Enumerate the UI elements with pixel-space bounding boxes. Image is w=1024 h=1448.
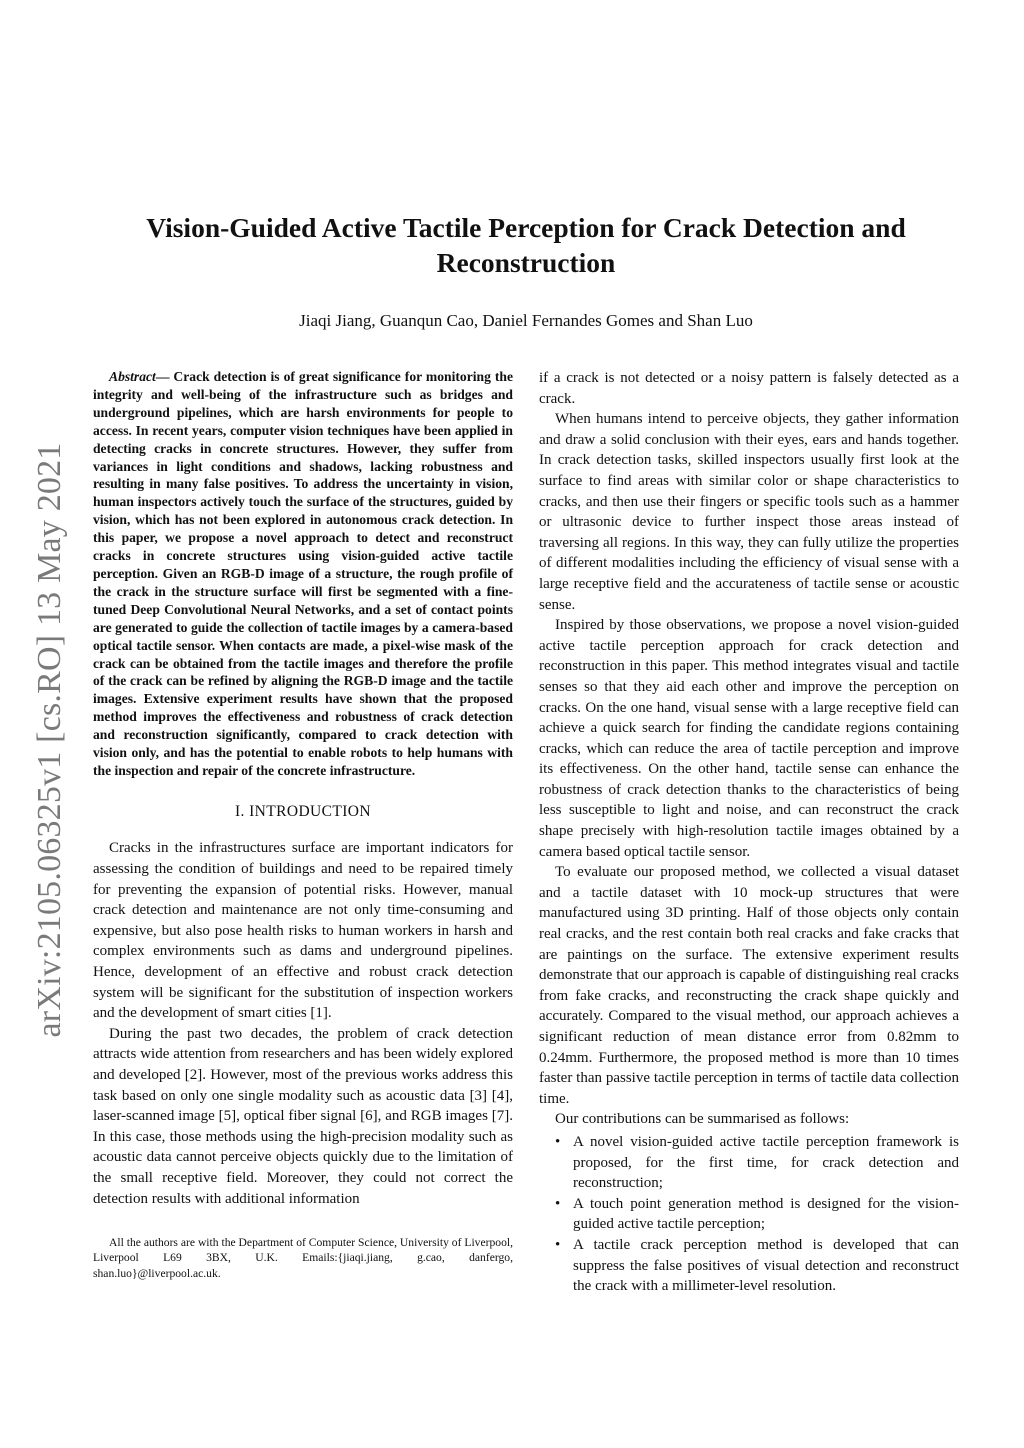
proposed-approach-paragraph: Inspired by those observations, we propose a novel vision-guided active tactile perception approach for crack detection and reconstruction in this paper. This method integrates visual and tactile senses so that they aid each other and improve the perception on cracks. On the one hand, visual sense with a large receptive field can achieve a quick search for finding the candidate regions containing cracks, which can reduce the area of tactile perception and improve its effectiveness. On the other hand, tactile sense can enhance the robustness of crack detection thanks to the characteristics of being less susceptible to light and noise, and can reconstruct the crack shape precisely with high-resolution tactile images obtained by a camera based optical tactile sensor. [539,617,959,860]
humans-perception-paragraph: When humans intend to perceive objects, they gather information and draw a solid conclusion with their eyes, ears and hands together. In crack detection tasks, skilled inspectors usually first look at the surface to find areas with similar color or shape characteristics to cracks, and then use their fingers or specific tools such as a hammer or ultrasonic device to further inspect those areas instead of traversing all regions. In this way, they can fully utilize the properties of different modalities including the efficiency of visual sense with a large receptive field and the accurateness of tactile sense or acoustic sense. [539,411,959,613]
list-item [539,1235,959,1297]
author-list: Jiaqi Jiang, Guanqun Cao, Daniel Fernandes Gomes and Shan Luo [299,311,753,330]
contribution-text: A novel vision-guided active tactile perception framework is proposed, for the first time, for crack detection and reconstruction; [573,1133,959,1192]
intro-paragraph-2: During the past two decades, the problem of crack detection attracts wide attention from researchers and has been widely explored and developed [2]. However, most of the previous works address this task based on only one single modality such as acoustic data [3] [4], laser-scanned image [5], optical fiber signal [6], and RGB images [7]. In this case, those methods using the high-precision modality such as acoustic data cannot perceive objects quickly due to the limitation of the small receptive field. Moreover, they could not correct the detection results with additional information [93,1025,513,1207]
list-item [539,1194,959,1235]
abstract-dash: — [155,369,174,384]
author-affiliation-footnote: All the authors are with the Department of Computer Science, University of Liverpool, Liverpool L69 3BX, U.K. Emails:{jiaqi.jiang, g.cao, danfergo, shan.luo}@liverpool.ac.uk. [93,1236,513,1280]
section-heading-introduction: I. INTRODUCTION [234,802,371,820]
abstract [93,368,513,780]
evaluation-paragraph: To evaluate our proposed method, we collected a visual dataset and a tactile dataset with 10 mock-up structures that were manufactured using 3D printing. Half of those objects only contain real cracks, and the rest contain both real cracks and fake cracks that are paintings on the surface. The extensive experiment results demonstrate that our approach is capable of distinguishing real cracks from fake cracks, and reconstructing the crack shape quickly and accurately. Compared to the visual method, our approach achieves a significant reduction of mean distance error from 0.82mm to 0.24mm. Furthermore, the proposed method is more than 10 times faster than passive tactile perception in terms of tactile data collection time. [539,864,959,1107]
arxiv-stamp: arXiv:2105.06325v1 [cs.RO] 13 May 2021 [31,442,68,1038]
contribution-text: A touch point generation method is designed for the vision-guided active tactile perception; [573,1195,959,1233]
contributions-list [539,1132,959,1297]
bullet-icon: • [555,1195,561,1212]
abstract-label: Abstract [109,369,156,384]
bullet-icon: • [555,1133,561,1150]
left-column [93,368,513,1281]
intro-paragraph-1: Cracks in the infrastructures surface are important indicators for assessing the condition of buildings and need to be repaired timely for preventing the expansion of potential risks. However, manual crack detection and maintenance are not only time-consuming and expensive, but also pose health risks to human workers in harsh and complex environments such as dams and underground pipelines. Hence, development of an effective and robust crack detection system will be significant for the substitution of inspection workers and the development of smart cities [1]. [93,840,513,1022]
continuation-paragraph: if a crack is not detected or a noisy pattern is falsely detected as a crack. [539,370,959,407]
contributions-intro: Our contributions can be summarised as follows: [555,1111,850,1128]
contribution-text: A tactile crack perception method is developed that can suppress the false positives of visual detection and reconstruct the crack with a millimeter-level resolution. [573,1236,959,1295]
bullet-icon: • [555,1236,561,1253]
right-column [539,368,959,1297]
abstract-text: Crack detection is of great significance for monitoring the integrity and well-being of the infrastructure such as bridges and underground pipelines, which are harsh environments for people to access. In recent years, computer vision techniques have been applied in detecting cracks in concrete structures. However, they suffer from variances in light conditions and shadows, lacking robustness and resulting in many false positives. To address the uncertainty in vision, human inspectors actively touch the surface of the structures, guided by vision, which has not been explored in autonomous crack detection. In this paper, we propose a novel approach to detect and reconstruct cracks in concrete structures using vision-guided active tactile perception. Given an RGB-D image of a structure, the rough profile of the crack in the structure surface will first be segmented with a fine-tuned Deep Convolutional Neural Networks, and a set of contact points are generated to guide the collection of tactile images by a camera-based optical tactile sensor. When contacts are made, a pixel-wise mask of the crack can be obtained from the tactile images and therefore the profile of the crack can be refined by aligning the RGB-D image and the tactile images. Extensive experiment results have shown that the proposed method improves the effectiveness and robustness of crack detection and reconstruction significantly, compared to crack detection with vision only, and has the potential to enable robots to help humans with the inspection and repair of the concrete infrastructure. [93,369,513,778]
list-item [539,1132,959,1194]
paper-title: Vision-Guided Active Tactile Perception for Crack Detection and Reconstruction [146,212,906,278]
